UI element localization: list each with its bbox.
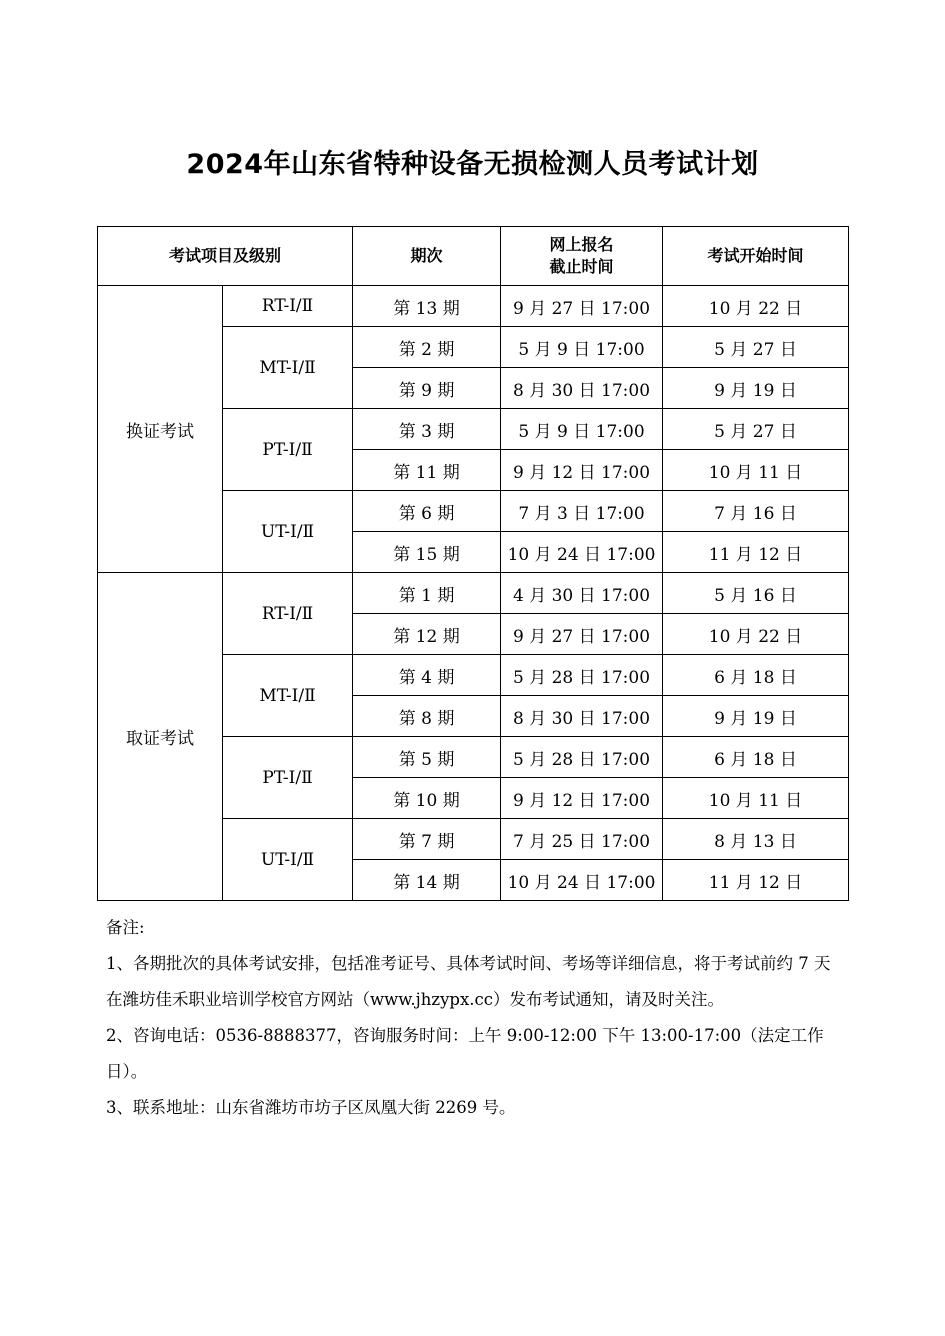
group-name: 取证考试 (98, 573, 223, 901)
period-cell: 第 11 期 (353, 450, 501, 491)
deadline-cell: 5 月 9 日 17:00 (501, 327, 663, 368)
start-cell: 6 月 18 日 (663, 737, 849, 778)
period-cell: 第 2 期 (353, 327, 501, 368)
start-cell: 11 月 12 日 (663, 860, 849, 901)
table-row (98, 573, 849, 614)
period-cell: 第 13 期 (353, 286, 501, 327)
deadline-cell: 9 月 12 日 17:00 (501, 778, 663, 819)
deadline-cell: 4 月 30 日 17:00 (501, 573, 663, 614)
period-cell: 第 9 期 (353, 368, 501, 409)
deadline-cell: 8 月 30 日 17:00 (501, 368, 663, 409)
start-cell: 7 月 16 日 (663, 491, 849, 532)
deadline-cell: 9 月 27 日 17:00 (501, 286, 663, 327)
start-cell: 10 月 11 日 (663, 778, 849, 819)
period-cell: 第 6 期 (353, 491, 501, 532)
item-label: UT-Ⅰ/Ⅱ (223, 491, 353, 573)
header-deadline (501, 227, 663, 286)
item-label: RT-Ⅰ/Ⅱ (223, 286, 353, 327)
header-start: 考试开始时间 (663, 227, 849, 286)
page-title: 2024年山东省特种设备无损检测人员考试计划 (186, 149, 759, 180)
start-cell: 10 月 22 日 (663, 286, 849, 327)
item-label: UT-Ⅰ/Ⅱ (223, 819, 353, 901)
start-cell: 6 月 18 日 (663, 655, 849, 696)
deadline-cell: 10 月 24 日 17:00 (501, 860, 663, 901)
start-cell: 8 月 13 日 (663, 819, 849, 860)
start-cell: 5 月 16 日 (663, 573, 849, 614)
deadline-cell: 9 月 12 日 17:00 (501, 450, 663, 491)
exam-plan-table (97, 226, 849, 901)
period-cell: 第 14 期 (353, 860, 501, 901)
start-cell: 5 月 27 日 (663, 327, 849, 368)
deadline-cell: 7 月 3 日 17:00 (501, 491, 663, 532)
period-cell: 第 3 期 (353, 409, 501, 450)
table-header-row (98, 227, 849, 286)
period-cell: 第 12 期 (353, 614, 501, 655)
start-cell: 11 月 12 日 (663, 532, 849, 573)
deadline-cell: 7 月 25 日 17:00 (501, 819, 663, 860)
note-item: 1、各期批次的具体考试安排，包括准考证号、具体考试时间、考场等详细信息，将于考试前约 7 天在潍坊佳禾职业培训学校官方网站（www.jhzypx.cc）发布考试通知，请及时关注。 (106, 954, 831, 1009)
start-cell: 5 月 27 日 (663, 409, 849, 450)
group-name: 换证考试 (98, 286, 223, 573)
period-cell: 第 15 期 (353, 532, 501, 573)
period-cell: 第 7 期 (353, 819, 501, 860)
deadline-cell: 5 月 9 日 17:00 (501, 409, 663, 450)
period-cell: 第 5 期 (353, 737, 501, 778)
note-item: 3、联系地址：山东省潍坊市坊子区凤凰大街 2269 号。 (106, 1098, 516, 1117)
table-row (98, 286, 849, 327)
start-cell: 10 月 11 日 (663, 450, 849, 491)
deadline-cell: 8 月 30 日 17:00 (501, 696, 663, 737)
deadline-cell: 9 月 27 日 17:00 (501, 614, 663, 655)
start-cell: 10 月 22 日 (663, 614, 849, 655)
period-cell: 第 1 期 (353, 573, 501, 614)
start-cell: 9 月 19 日 (663, 368, 849, 409)
header-deadline-line1: 网上报名 (549, 235, 614, 254)
header-item: 考试项目及级别 (98, 227, 353, 286)
notes-section (106, 910, 846, 1126)
period-cell: 第 10 期 (353, 778, 501, 819)
deadline-cell: 5 月 28 日 17:00 (501, 737, 663, 778)
notes-heading: 备注: (106, 918, 145, 937)
item-label: PT-Ⅰ/Ⅱ (223, 737, 353, 819)
item-label: RT-Ⅰ/Ⅱ (223, 573, 353, 655)
header-period: 期次 (353, 227, 501, 286)
header-deadline-line2: 截止时间 (549, 257, 614, 276)
period-cell: 第 4 期 (353, 655, 501, 696)
item-label: MT-Ⅰ/Ⅱ (223, 655, 353, 737)
item-label: PT-Ⅰ/Ⅱ (223, 409, 353, 491)
note-item: 2、咨询电话：0536-8888377，咨询服务时间：上午 9:00-12:00 下午 13:00-17:00（法定工作日）。 (106, 1026, 824, 1081)
deadline-cell: 5 月 28 日 17:00 (501, 655, 663, 696)
start-cell: 9 月 19 日 (663, 696, 849, 737)
period-cell: 第 8 期 (353, 696, 501, 737)
item-label: MT-Ⅰ/Ⅱ (223, 327, 353, 409)
deadline-cell: 10 月 24 日 17:00 (501, 532, 663, 573)
